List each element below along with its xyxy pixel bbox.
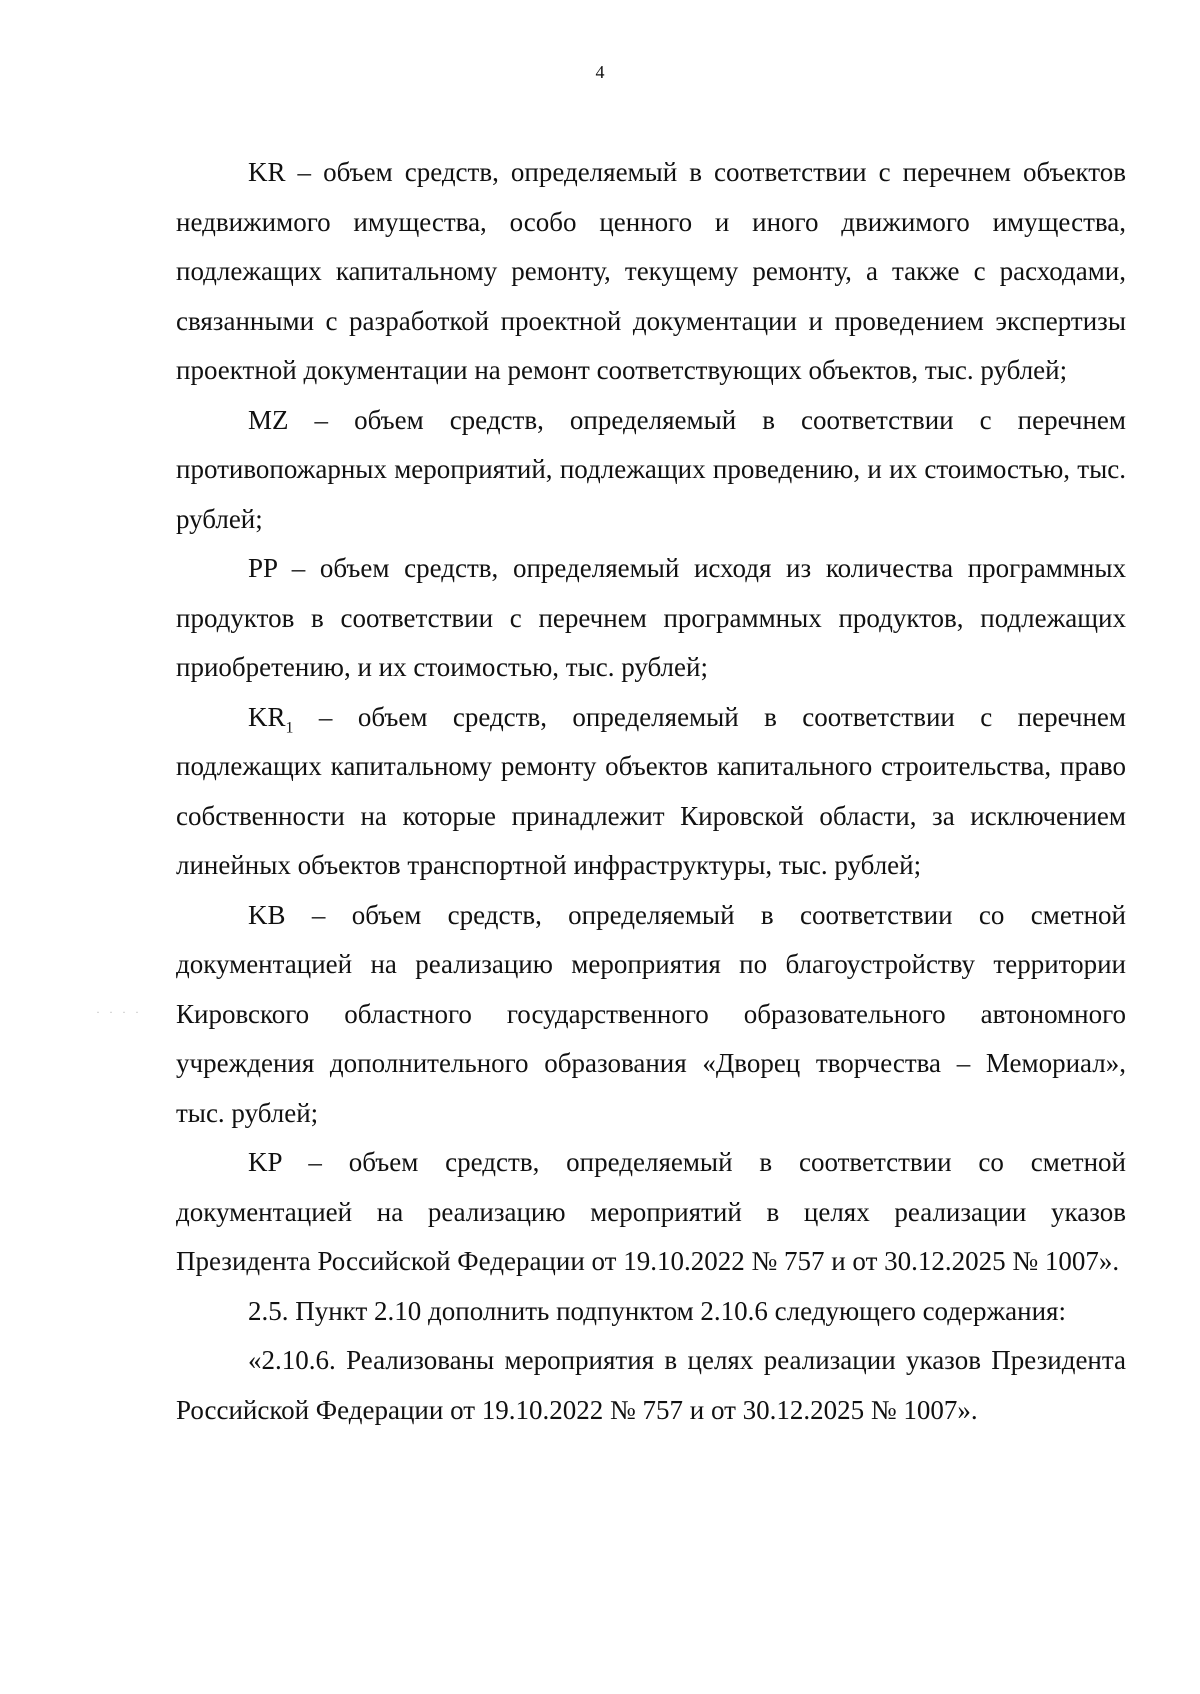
page-number: 4 bbox=[595, 62, 605, 82]
scan-speck-decoration: · · · · bbox=[96, 1005, 142, 1019]
definition-term: KB bbox=[248, 899, 286, 930]
definition-term bbox=[248, 701, 294, 736]
document-body bbox=[176, 148, 1126, 1435]
amendment-text: «2.10.6. Реализованы мероприятия в целях реализации указов Президента Российской Федерации от 19.10.2022 № 757 и от 30.12.2025 № 1007». bbox=[176, 1345, 1126, 1425]
definition-term: MZ bbox=[248, 404, 289, 435]
definition-text: – объем средств, определяемый в соответствии с перечнем противопожарных мероприятий, подлежащих проведению, и их стоимостью, тыс. рублей; bbox=[176, 404, 1126, 534]
definition-text: – объем средств, определяемый в соответствии со сметной документацией на реализацию мероприятий в целях реализации указов Президента Российской Федерации от 19.10.2022 № 757 и от 30.12.2025 № 1007». bbox=[176, 1147, 1126, 1276]
definition-text: – объем средств, определяемый в соответствии с перечнем объектов недвижимого имущества, особо ценного и иного движимого имущества, подлежащих капитальному ремонту, текущему ремонту, а также с расходами, связанными с разработкой проектной документации и проведением экспертизы проектной документации на ремонт соответствующих объектов, тыс. рублей; bbox=[176, 157, 1126, 385]
definition-kp bbox=[176, 1138, 1126, 1287]
definition-kr1 bbox=[176, 693, 1126, 891]
definition-term-base: KR bbox=[248, 701, 286, 732]
definition-mz bbox=[176, 396, 1126, 545]
definition-term: KP bbox=[248, 1147, 282, 1177]
definition-pp bbox=[176, 544, 1126, 693]
definition-term: KR bbox=[248, 157, 286, 187]
definition-term: PP bbox=[248, 553, 278, 583]
definition-kb bbox=[176, 891, 1126, 1139]
definition-term-subscript: 1 bbox=[285, 718, 294, 736]
definition-text: – объем средств, определяемый в соответствии с перечнем подлежащих капитальному ремонту объектов капитального строительства, право собственности на которые принадлежит Кировской области, за исключением линейных объектов транспортной инфраструктуры, тыс. рублей; bbox=[176, 701, 1126, 880]
definition-text: – объем средств, определяемый исходя из количества программных продуктов в соответствии с перечнем программных продуктов, подлежащих приобретению, и их стоимостью, тыс. рублей; bbox=[176, 553, 1126, 682]
definition-text: – объем средств, определяемый в соответствии со сметной документацией на реализацию мероприятия по благоустройству территории Кировского областного государственного образовательного автономного учреждения дополнительного образования «Дворец творчества – Мемориал», тыс. рублей; bbox=[176, 899, 1126, 1128]
amendment-intro: 2.5. Пункт 2.10 дополнить подпунктом 2.10.6 следующего содержания: bbox=[248, 1295, 1066, 1326]
definition-kr bbox=[176, 148, 1126, 396]
